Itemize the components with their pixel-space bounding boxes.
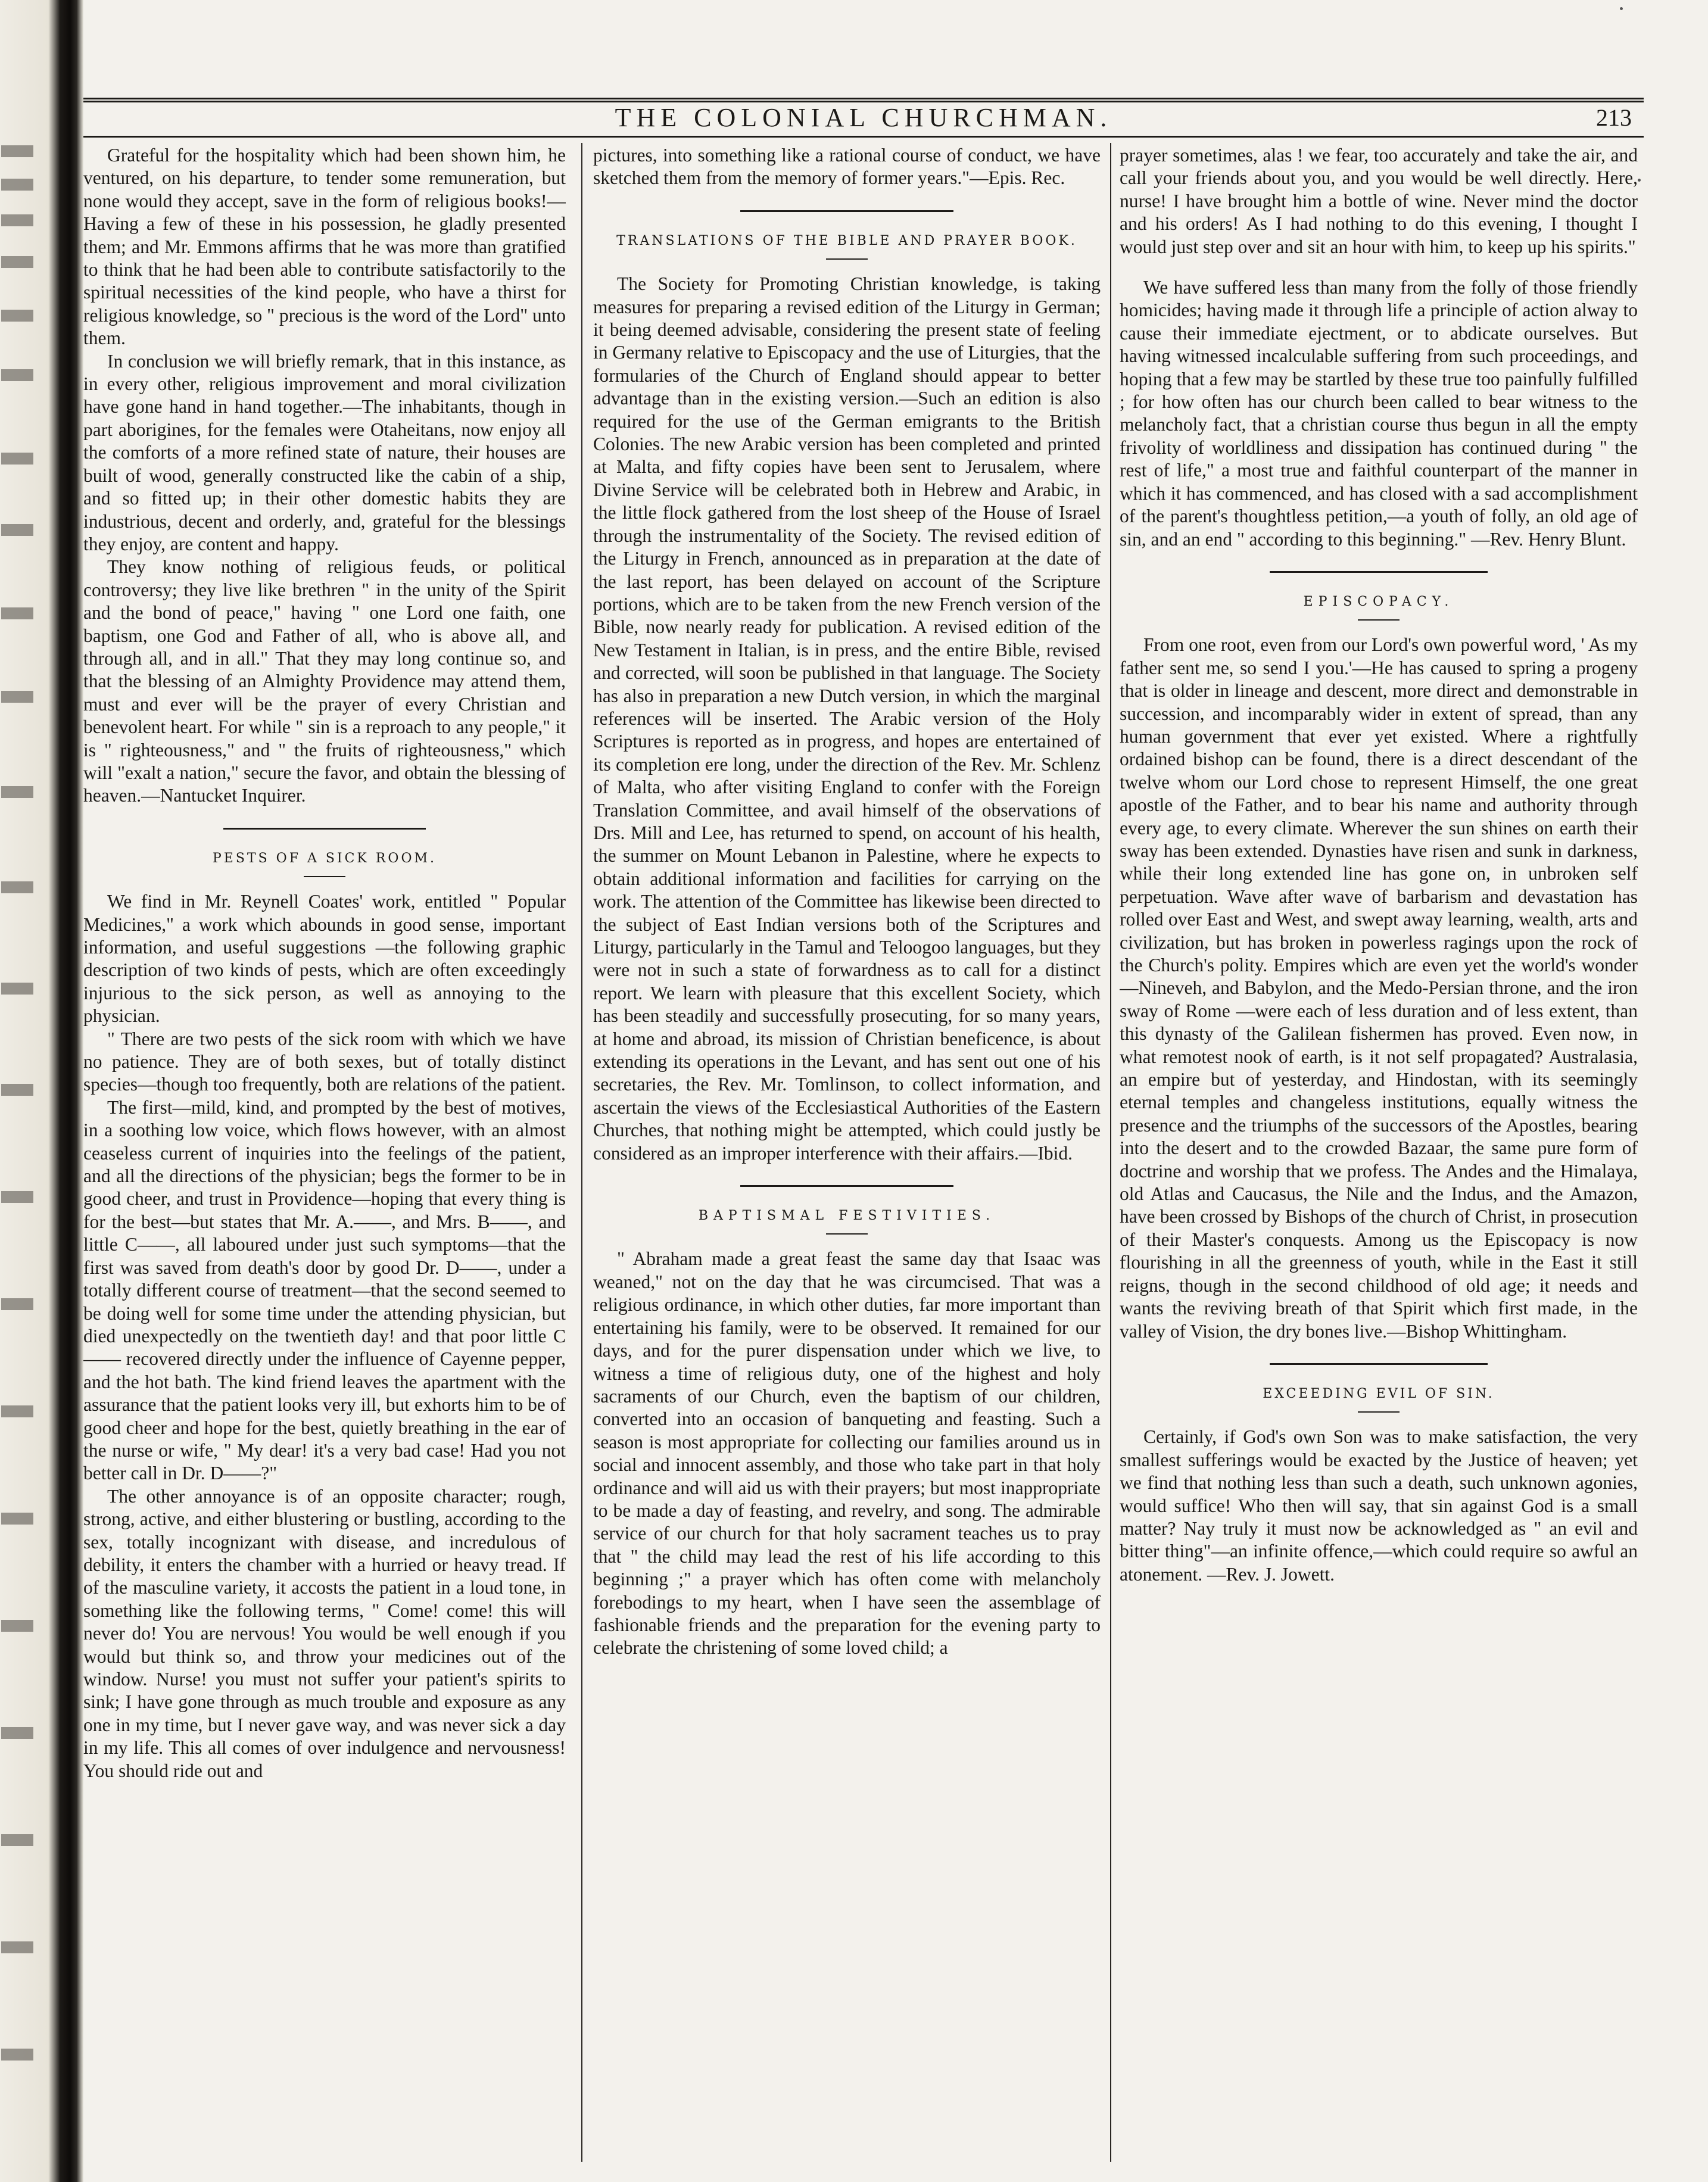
publication-title: THE COLONIAL CHURCHMAN. [615, 103, 1112, 132]
section-heading: PESTS OF A SICK ROOM. [212, 850, 437, 866]
column-divider [581, 143, 582, 2162]
section-rule [223, 828, 426, 830]
binding-gutter [0, 0, 83, 2182]
heading-rule [1358, 1411, 1400, 1413]
article-paragraph: The first—mild, kind, and prompted by the best of motives, in a soothing low voice, which flows however, with an almost ceaseless current of inquiries into the feelings of the patient, and all the directions of the physician; begs the former to be in good cheer, and trust in Providence—hoping that every thing is for the best—but states that Mr. A.——, and Mrs. B——, and little C——, all laboured under just such symptoms—that the first was saved from death's door by good Dr. D——, under a totally different course of treatment—that the second seemed to be doing well for some time under the attending physician, but died unexpectedly on the twentieth day! and that poor little C—— recovered directly under the influence of Cayenne pepper, and the hot bath. The kind friend leaves the apartment with the assurance that the patient looks very ill, but exhorts him to be of good cheer and hope for the best, quietly breathing in the ear of the nurse or wife, " My dear! it's a very bad case! Had you not better call in Dr. D——?" [83, 1096, 566, 1484]
heading-rule [1358, 619, 1400, 621]
article-paragraph: Grateful for the hospitality which had been shown him, he ventured, on his departure, to tender some remuneration, but none would they accept, save in the form of religious books!—Having a few of these in his possession, he gladly presented them; and Mr. Emmons affirms that he was more than gratified to think that he had been able to contribute satisfactorily to the spiritual necessities of the kind people, who have a thirst for religious knowledge, so " precious is the word of the Lord" unto them. [83, 145, 566, 349]
heading-rule [826, 1233, 868, 1235]
column-1 [83, 144, 566, 2157]
article-paragraph: The other annoyance is of an opposite character; rough, strong, active, and either blustering or bustling, according to the sex, totally incognizant with disease, and incredulous of debility, it enters the chamber with a hurried or heavy tread. If of the masculine variety, it accosts the patient in a loud tone, in something like the following terms, " Come! come! this will never do! You are nervous! You would be well enough if you would but think so, and throw your medicines out of the window. Nurse! you must not suffer your patient's spirits to sink; I have gone through as much trouble and exposure as any one in my time, but I never gave way, and was never sick a day in my life. This all comes of over indulgence and nervousness! You should ride out and [83, 1485, 566, 1781]
article-continuation: prayer sometimes, alas ! we fear, too accurately and take the air, and call your friends about you, and you would be well directly. Here, nurse! I have brought him a bottle of wine. Never mind the doctor and his orders! As I had nothing to do this evening, I thought I would just step over and sit an hour with him, to keep up his spirits." [1120, 145, 1638, 257]
section-rule [740, 1185, 953, 1187]
heading-rule [304, 876, 345, 877]
article-paragraph: From one root, even from our Lord's own powerful word, ' As my father sent me, so send I you.'—He has caused to spring a progeny that is older in lineage and descent, more direct and demonstrable in succession, and incomparably wider in extent of spread, than any human government that ever yet existed. Where a rightfully ordained bishop can be found, there is a direct descendant of the twelve whom our Lord chose to represent Himself, the one great apostle of the Father, and to bear his name and authority through every age, to every climate. Wherever the sun shines on earth their sway has been extended. Dynasties have risen and sunk in darkness, while their long extended line has gone on, in unbroken self perpetuation. Wave after wave of barbarism and devastation has rolled over East and West, and swept away learning, wealth, arts and civilization, but has broken in powerless ragings upon the rock of the Church's polity. Empires which are even yet the world's wonder—Nineveh, and Babylon, and the Medo-Persian throne, and the iron sway of Rome —were each of less duration and of less extent, than this dynasty of the Galilean fishermen has proved. Even now, in what remotest nook of earth, is it not self propagated? Australasia, an empire but of yesterday, and Hindostan, with its seemingly eternal temples and changeless institutions, equally witness the presence and the triumphs of the successors of the Apostles, bearing into the desert and to the crowded Bazaar, the same pure form of doctrine and worship that we profess. The Andes and the Himalaya, old Atlas and Caucasus, the Nile and the Indus, and the Amazon, have been crossed by Bishops of the church of Christ, in prosecution of their Master's conquests. Among us the Episcopacy is now flourishing in all the greenness of youth, while in the East it still reigns, though in the second childhood of old age; it needs and wants the reviving breath of that Spirit which first made, in the valley of Vision, the dry bones live.—Bishop Whittingham. [1120, 634, 1638, 1342]
article-continuation: pictures, into something like a rational course of conduct, we have sketched them from the memory of former years."—Epis. Rec. [593, 145, 1101, 189]
article-paragraph: " There are two pests of the sick room with which we have no patience. They are of both sexes, but of totally distinct species—though too frequently, both are relations of the patient. [83, 1028, 566, 1095]
section-rule [1270, 571, 1487, 573]
page-header [83, 89, 1644, 137]
article-paragraph: Certainly, if God's own Son was to make satisfaction, the very smallest sufferings would be exacted by the Justice of heaven; yet we find that nothing less than such a death, such unknown agonies, would suffice! Who then will say, that sin against God is a small matter? Nay truly it must now be acknowledged as " an evil and bitter thing"—an infinite offence,—which could require so awful an atonement. —Rev. J. Jowett. [1120, 1426, 1638, 1585]
column-2 [593, 144, 1101, 2157]
article-paragraph: They know nothing of religious feuds, or political controversy; they live like brethren " in the unity of the Spirit and the bond of peace," having " one Lord one faith, one baptism, one God and Father of all, who is above all, and through all, and in all." That they may long continue so, and that the blessing of an Almighty Providence may attend them, must and ever will be the prayer of every Christian and benevolent heart. For while " sin is a reproach to any people," it is " righteousness," and " the fruits of righteousness," which will "exalt a nation," secure the favor, and obtain the blessing of heaven.—Nantucket Inquirer. [83, 556, 566, 806]
article-paragraph: The Society for Promoting Christian knowledge, is taking measures for preparing a revised edition of the Liturgy in German; it being deemed advisable, considering the present state of feeling in Germany relative to Episcopacy and the use of Liturgies, that the formularies of the Church of England should appear to better advantage than in the existing version.—Such an edition is also required for the use of the German emigrants to the British Colonies. The new Arabic version has been completed and printed at Malta, and fifty copies have been sent to Jerusalem, where Divine Service will be celebrated both in Hebrew and Arabic, in the little flock gathered from the lost sheep of the House of Israel through the instrumentality of the Society. The revised edition of the Liturgy in French, announced as in preparation at the date of the last report, has been delayed on account of the Scripture portions, which are to be taken from the new French version of the Bible, now nearly ready for publication. A revised edition of the New Testament in Italian, is in press, and the entire Bible, revised and corrected, will soon be published in that language. The Society has also in preparation a new Dutch version, in which the marginal references will be inserted. The Arabic version of the Holy Scriptures is reported as in progress, and hopes are entertained of its completion ere long, under the direction of the Rev. Mr. Schlenz of Malta, who after visiting England to confer with the Foreign Translation Committee, and avail himself of the observations of Drs. Mill and Lee, has returned to spend, on account of his health, the summer on Mount Lebanon in Palestine, where he expects to obtain additional information and facilities for carrying on the work. The attention of the Committee has likewise been directed to the subject of East Indian versions both of the Scriptures and Liturgy, particularly in the Tamul and Teloogoo languages, but they were not in such a state of forwardness as to call for a distinct report. We learn with pleasure that this excellent Society, which has been steadily and successfully prosecuting, for so many years, at home and abroad, its mission of Christian beneficence, is about extending its operations in the Levant, and has sent out one of his secretaries, the Rev. Mr. Tomlinson, to collect information, and ascertain the views of the Ecclesiastical Authorities of the Eastern Churches, that nothing might be attempted, which could justly be considered as an improper interference with their affairs.—Ibid. [593, 273, 1101, 1164]
article-paragraph: " Abraham made a great feast the same day that Isaac was weaned," not on the day that he was circumcised. That was a religious ordinance, in which other duties, far more important than entertaining his family, were to be observed. It remained for our days, and for the purer dispensation under which we live, to witness a time of religious duty, one of the highest and holy sacraments of our Church, even the baptism of our children, converted into an occasion of banqueting and feasting. Such a season is most appropriate for collecting our families around us in social and innocent assembly, and those who take part in that holy ordinance and will aid us with their prayers; but most inappropriate to be made a day of feasting, and revelry, and song. The admirable service of our church for that holy sacrament teaches us to pray that " the child may lead the rest of his life according to this beginning ;" a prayer which has often come with melancholy forebodings to my heart, when I have seen the assemblage of fashionable friends and the preparation for the evening party to celebrate the christening of some loved child; a [593, 1248, 1101, 1659]
section-rule [1270, 1363, 1487, 1365]
section-heading: BAPTISMAL FESTIVITIES. [698, 1208, 996, 1224]
article-paragraph: We find in Mr. Reynell Coates' work, entitled " Popular Medicines," a work which abounds in good sense, important information, and useful suggestions —the following graphic description of two kinds of pests, which are often exceedingly injurious to the sick person, as well as annoying to the physician. [83, 891, 566, 1027]
section-heading: EPISCOPACY. [1303, 594, 1454, 609]
section-heading: EXCEEDING EVIL OF SIN. [1263, 1386, 1495, 1401]
article-paragraph: We have suffered less than many from the folly of those friendly homicides; having made it through life a principle of action alway to cause their immediate ejectment, or to abdicate ourselves. But having witnessed incalculable suffering from such proceedings, and hoping that a few may be startled by these true too painfully fulfilled ; for how often has our church been called to bear witness to the melancholy fact, that a christian course thus begun in all the empty frivolity of worldliness and dissipation has continued during " the rest of life," a most true and faithful counterpart of the manner in which it has commenced, and has closed with a sad accomplishment of the parent's thoughtless petition,—a youth of folly, an old age of sin, and an end " according to this beginning." —Rev. Henry Blunt. [1120, 277, 1638, 550]
heading-rule [826, 258, 868, 260]
section-rule [740, 210, 953, 212]
column-3 [1120, 144, 1638, 2157]
newspaper-page [83, 0, 1708, 2182]
page-number: 213 [1596, 104, 1632, 131]
column-divider [1110, 143, 1111, 2162]
article-paragraph: In conclusion we will briefly remark, that in this instance, as in every other, religious improvement and moral civilization have gone hand in hand together.—The inhabitants, though in part aborigines, for the females were Otaheitans, now enjoy all the comforts of a more refined state of nature, their houses are built of wood, generally constructed like the cabin of a ship, and so fitted up; in their other domestic habits they are industrious, decent and orderly, and, grateful for the blessings they enjoy, are content and happy. [83, 350, 566, 554]
section-heading: TRANSLATIONS OF THE BIBLE AND PRAYER BOOK. [616, 233, 1077, 248]
